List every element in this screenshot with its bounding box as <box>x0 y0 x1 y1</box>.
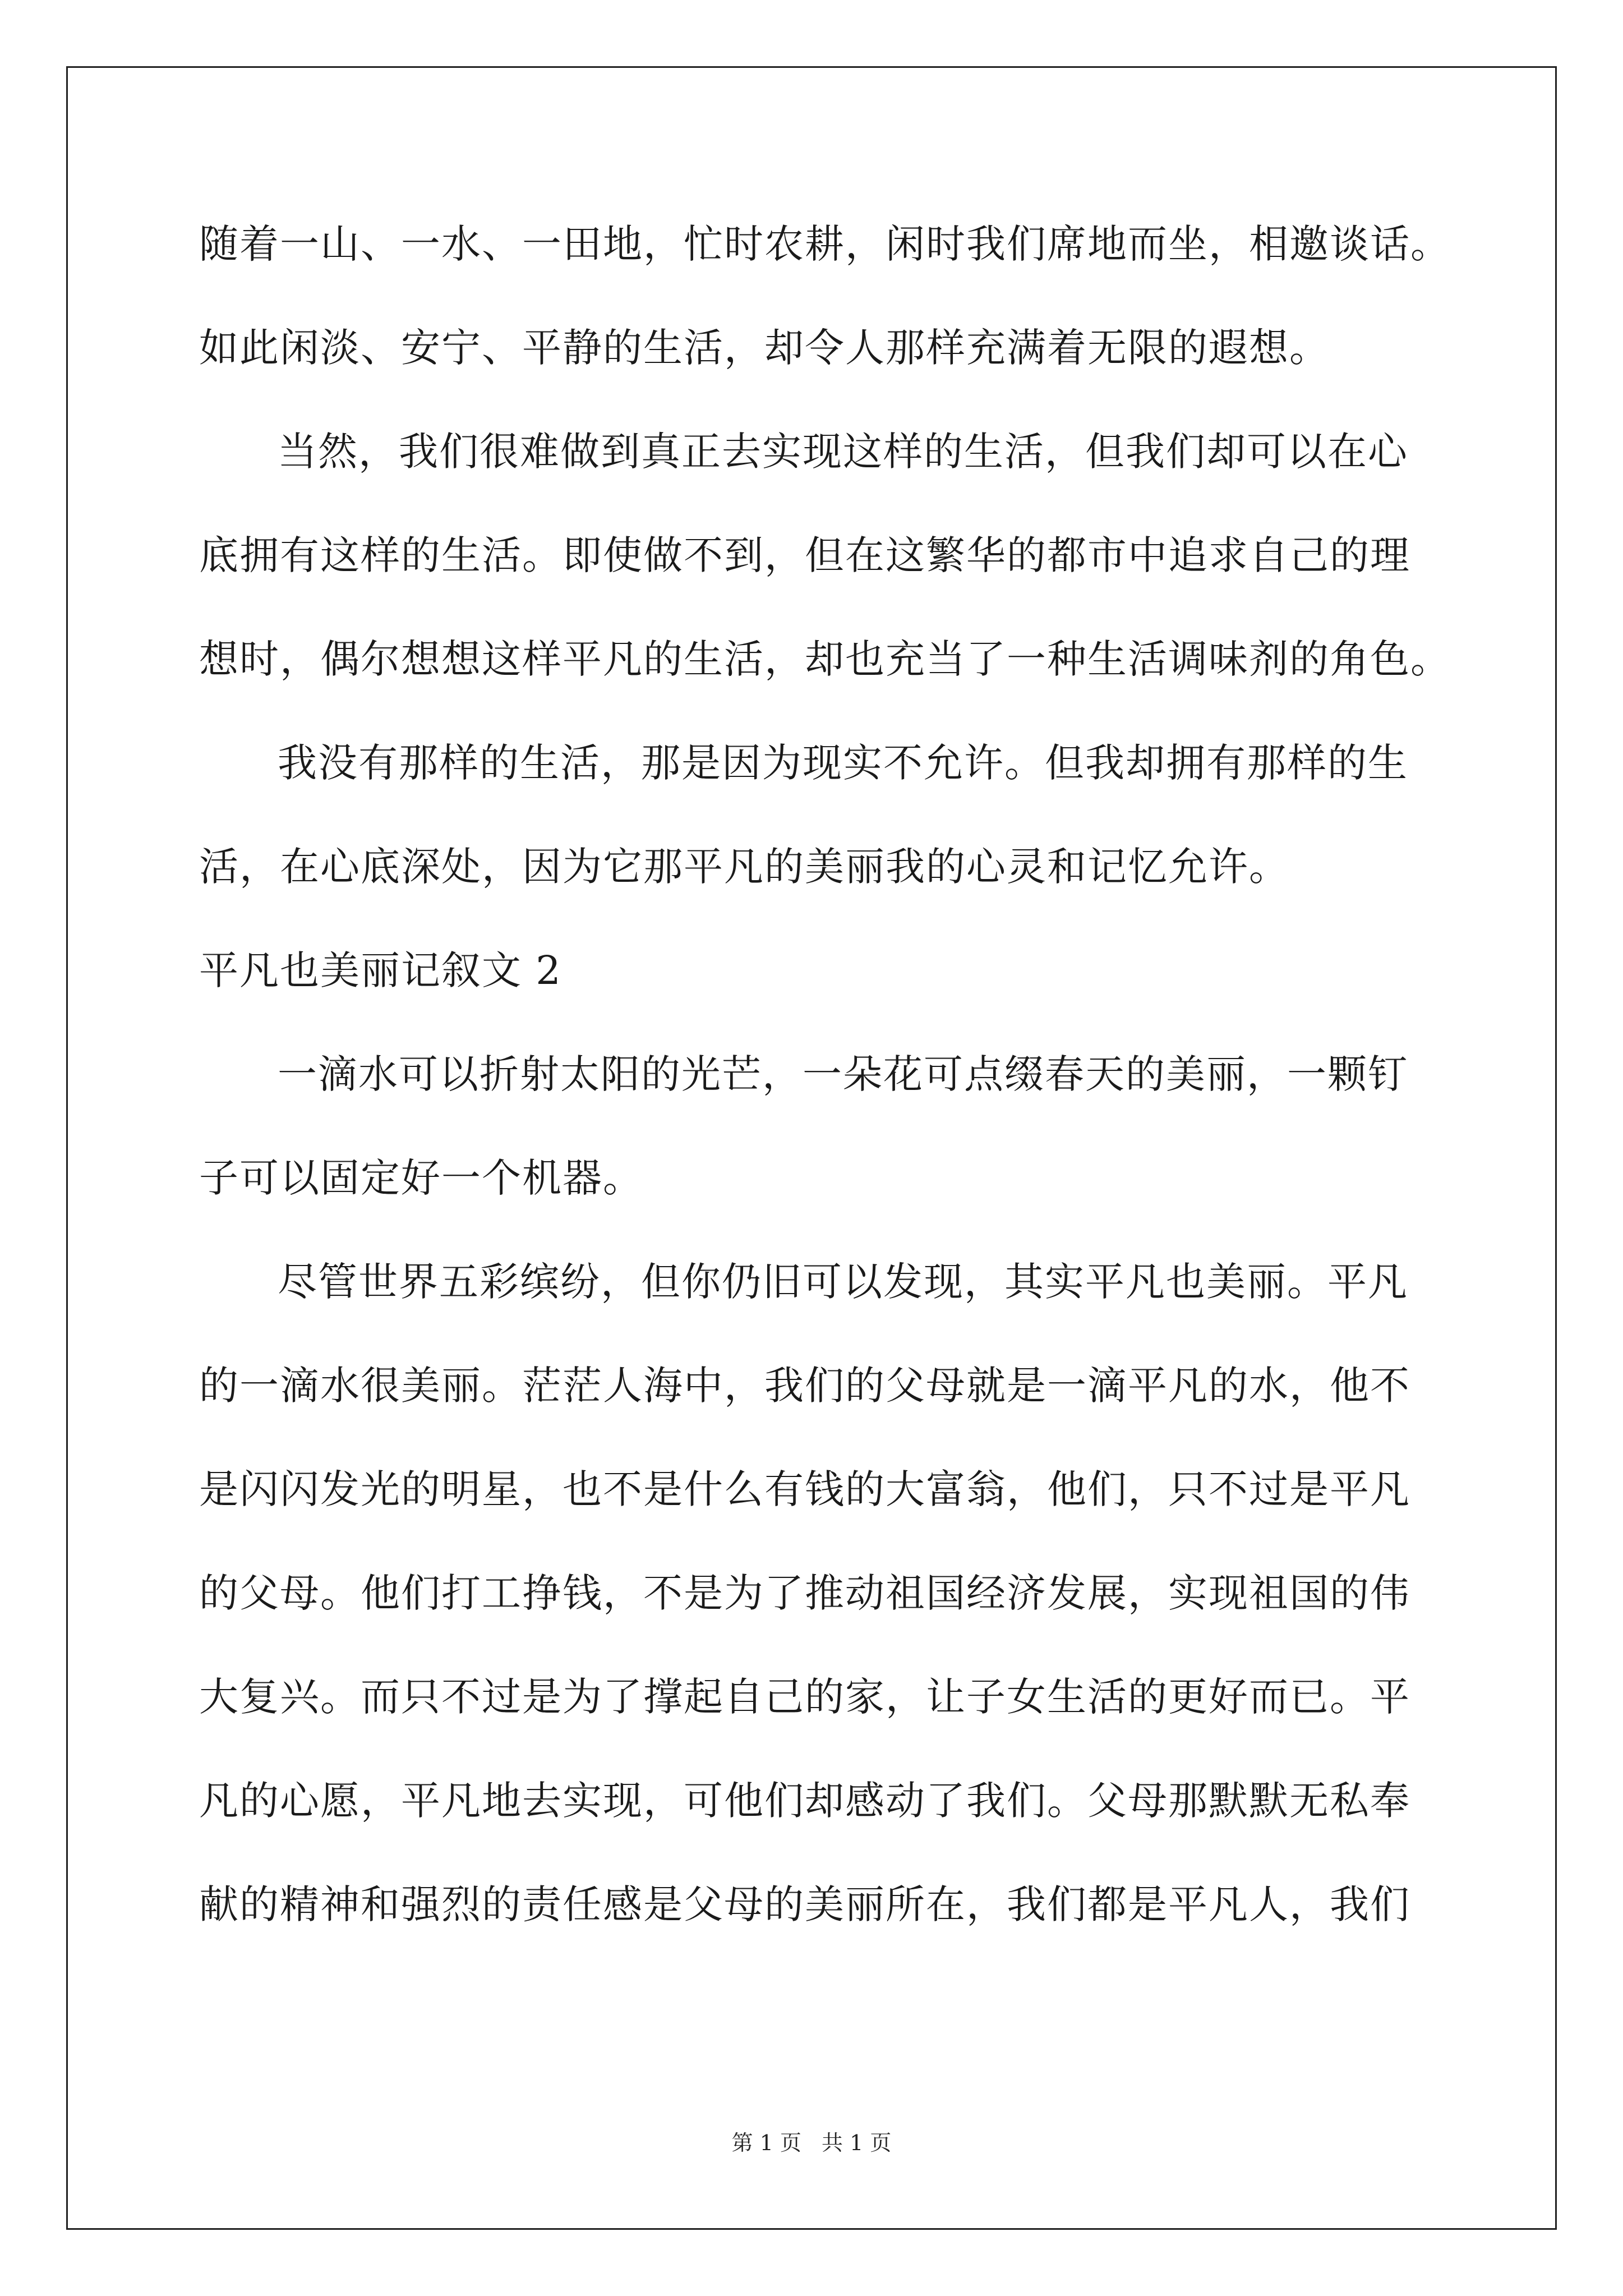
text-line: 底拥有这样的生活。即使做不到，但在这繁华的都市中追求自己的理 <box>199 532 1410 578</box>
paragraph-start-line: 一滴水可以折射太阳的光芒，一朵花可点缀春天的美丽，一颗钉 <box>278 1051 1408 1097</box>
text-line: 如此闲淡、安宁、平静的生活，却令人那样充满着无限的遐想。 <box>199 325 1330 371</box>
text-line: 活，在心底深处，因为它那平凡的美丽我的心灵和记忆允许。 <box>199 844 1289 890</box>
text-line: 随着一山、一水、一田地，忙时农耕，闲时我们席地而坐，相邀谈话。 <box>199 221 1451 267</box>
paragraph-start-line: 尽管世界五彩缤纷，但你仍旧可以发现，其实平凡也美丽。平凡 <box>278 1259 1408 1305</box>
text-line: 大复兴。而只不过是为了撑起自己的家，让子女生活的更好而已。平 <box>199 1674 1410 1720</box>
text-line: 想时，偶尔想想这样平凡的生活，却也充当了一种生活调味剂的角色。 <box>199 636 1451 682</box>
text-line: 的父母。他们打工挣钱，不是为了推动祖国经济发展，实现祖国的伟 <box>199 1570 1410 1616</box>
page-footer <box>0 2129 1623 2157</box>
text-line: 是闪闪发光的明星，也不是什么有钱的大富翁，他们，只不过是平凡 <box>199 1466 1410 1512</box>
page-number: 第 1 页 <box>731 2131 801 2155</box>
paragraph-start-line: 当然，我们很难做到真正去实现这样的生活，但我们却可以在心 <box>278 429 1408 475</box>
page-total: 共 1 页 <box>822 2131 892 2155</box>
text-line: 献的精神和强烈的责任感是父母的美丽所在，我们都是平凡人，我们 <box>199 1881 1410 1927</box>
text-line: 子可以固定好一个机器。 <box>199 1155 643 1201</box>
text-line: 凡的心愿，平凡地去实现，可他们却感动了我们。父母那默默无私奉 <box>199 1778 1410 1824</box>
section-heading: 平凡也美丽记叙文 2 <box>199 947 562 993</box>
text-line: 的一滴水很美丽。茫茫人海中，我们的父母就是一滴平凡的水，他不 <box>199 1363 1410 1409</box>
paragraph-start-line: 我没有那样的生活，那是因为现实不允许。但我却拥有那样的生 <box>278 740 1408 786</box>
